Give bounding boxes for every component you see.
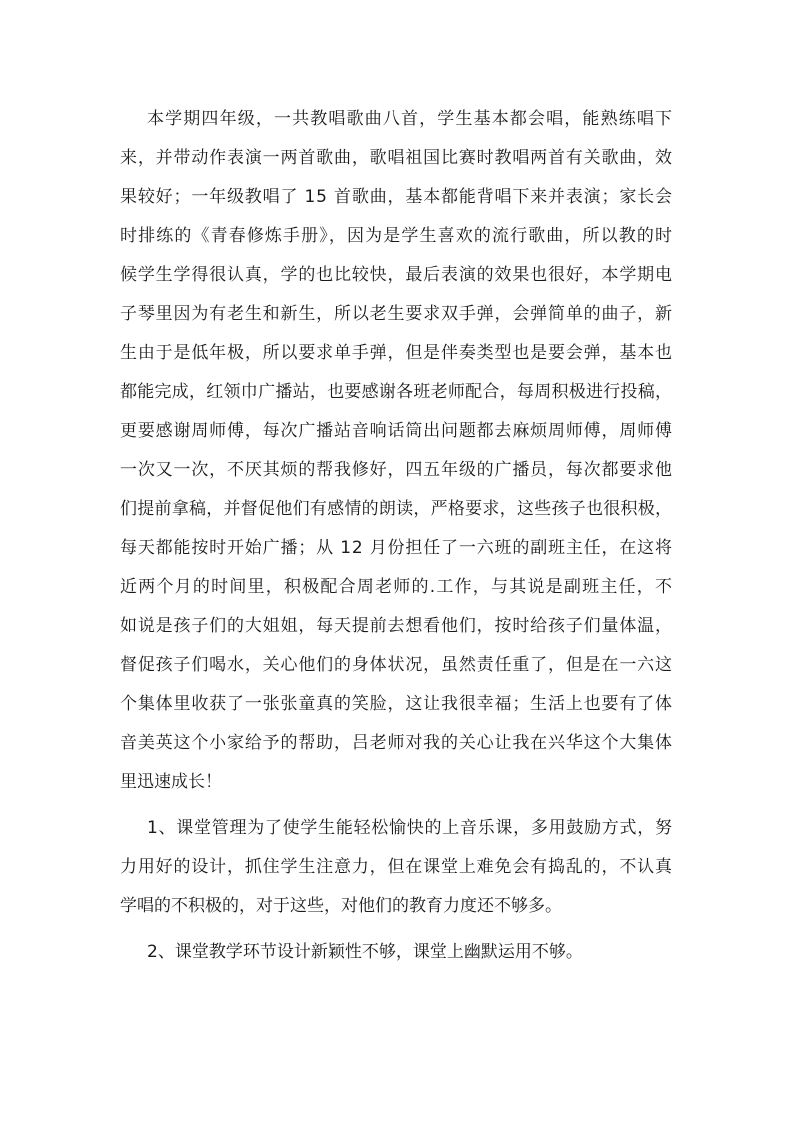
paragraph-1-line-13: 近两个月的时间里，积极配合周老师的.工作，与其说是副班主任，不: [120, 577, 674, 597]
paragraph-1-line-18: 里迅速成长！: [120, 772, 222, 792]
paragraph-1-line-15: 督促孩子们喝水，关心他们的身体状况，虽然责任重了，但是在一六这: [120, 655, 673, 675]
paragraph-1-line-8: 都能完成，红领巾广播站，也要感谢各班老师配合，每周积极进行投稿，: [120, 382, 673, 402]
paragraph-2-line-3: 学唱的不积极的，对于这些，对他们的教育力度还不够多。: [120, 896, 562, 916]
paragraph-1-line-5: 候学生学得很认真，学的也比较快，最后表演的效果也很好，本学期电: [120, 265, 673, 285]
paragraph-1-line-9: 更要感谢周师傅，每次广播站音响话筒出问题都去麻烦周师傅，周师傅: [120, 421, 673, 441]
paragraph-1-line-17: 音美英这个小家给予的帮助，吕老师对我的关心让我在兴华这个大集体: [120, 733, 673, 753]
paragraph-1-line-7: 生由于是低年极，所以要求单手弹，但是伴奏类型也是要会弹，基本也: [120, 343, 673, 363]
paragraph-1-line-3: 果较好；一年级教唱了 15 首歌曲，基本都能背唱下来并表演；家长会: [120, 187, 673, 207]
paragraph-1-line-1: 本学期四年级，一共教唱歌曲八首，学生基本都会唱，能熟练唱下: [147, 109, 674, 129]
paragraph-2-line-1: 1、课堂管理为了使学生能轻松愉快的上音乐课，多用鼓励方式，努: [147, 818, 673, 838]
paragraph-3-line-1: 2、课堂教学环节设计新颖性不够，课堂上幽默运用不够。: [147, 942, 583, 962]
paragraph-1-line-11: 们提前拿稿，并督促他们有感情的朗读，严格要求，这些孩子也很积极，: [120, 499, 673, 519]
paragraph-1-line-10: 一次又一次，不厌其烦的帮我修好，四五年级的广播员，每次都要求他: [120, 460, 673, 480]
paragraph-2-line-2: 力用好的设计，抓住学生注意力，但在课堂上难免会有捣乱的，不认真: [120, 857, 673, 877]
paragraph-1-line-2: 来，并带动作表演一两首歌曲，歌唱祖国比赛时教唱两首有关歌曲，效: [120, 148, 673, 168]
paragraph-1-line-16: 个集体里收获了一张张童真的笑脸，这让我很幸福；生活上也要有了体: [120, 694, 673, 714]
paragraph-1-line-4: 时排练的《青春修炼手册》，因为是学生喜欢的流行歌曲，所以教的时: [120, 226, 674, 246]
paragraph-1-line-12: 每天都能按时开始广播；从 12 月份担任了一六班的副班主任，在这将: [120, 538, 673, 558]
paragraph-1-line-14: 如说是孩子们的大姐姐，每天提前去想看他们，按时给孩子们量体温，: [120, 616, 673, 636]
paragraph-1-line-6: 子琴里因为有老生和新生，所以老生要求双手弹，会弹简单的曲子，新: [120, 304, 673, 324]
